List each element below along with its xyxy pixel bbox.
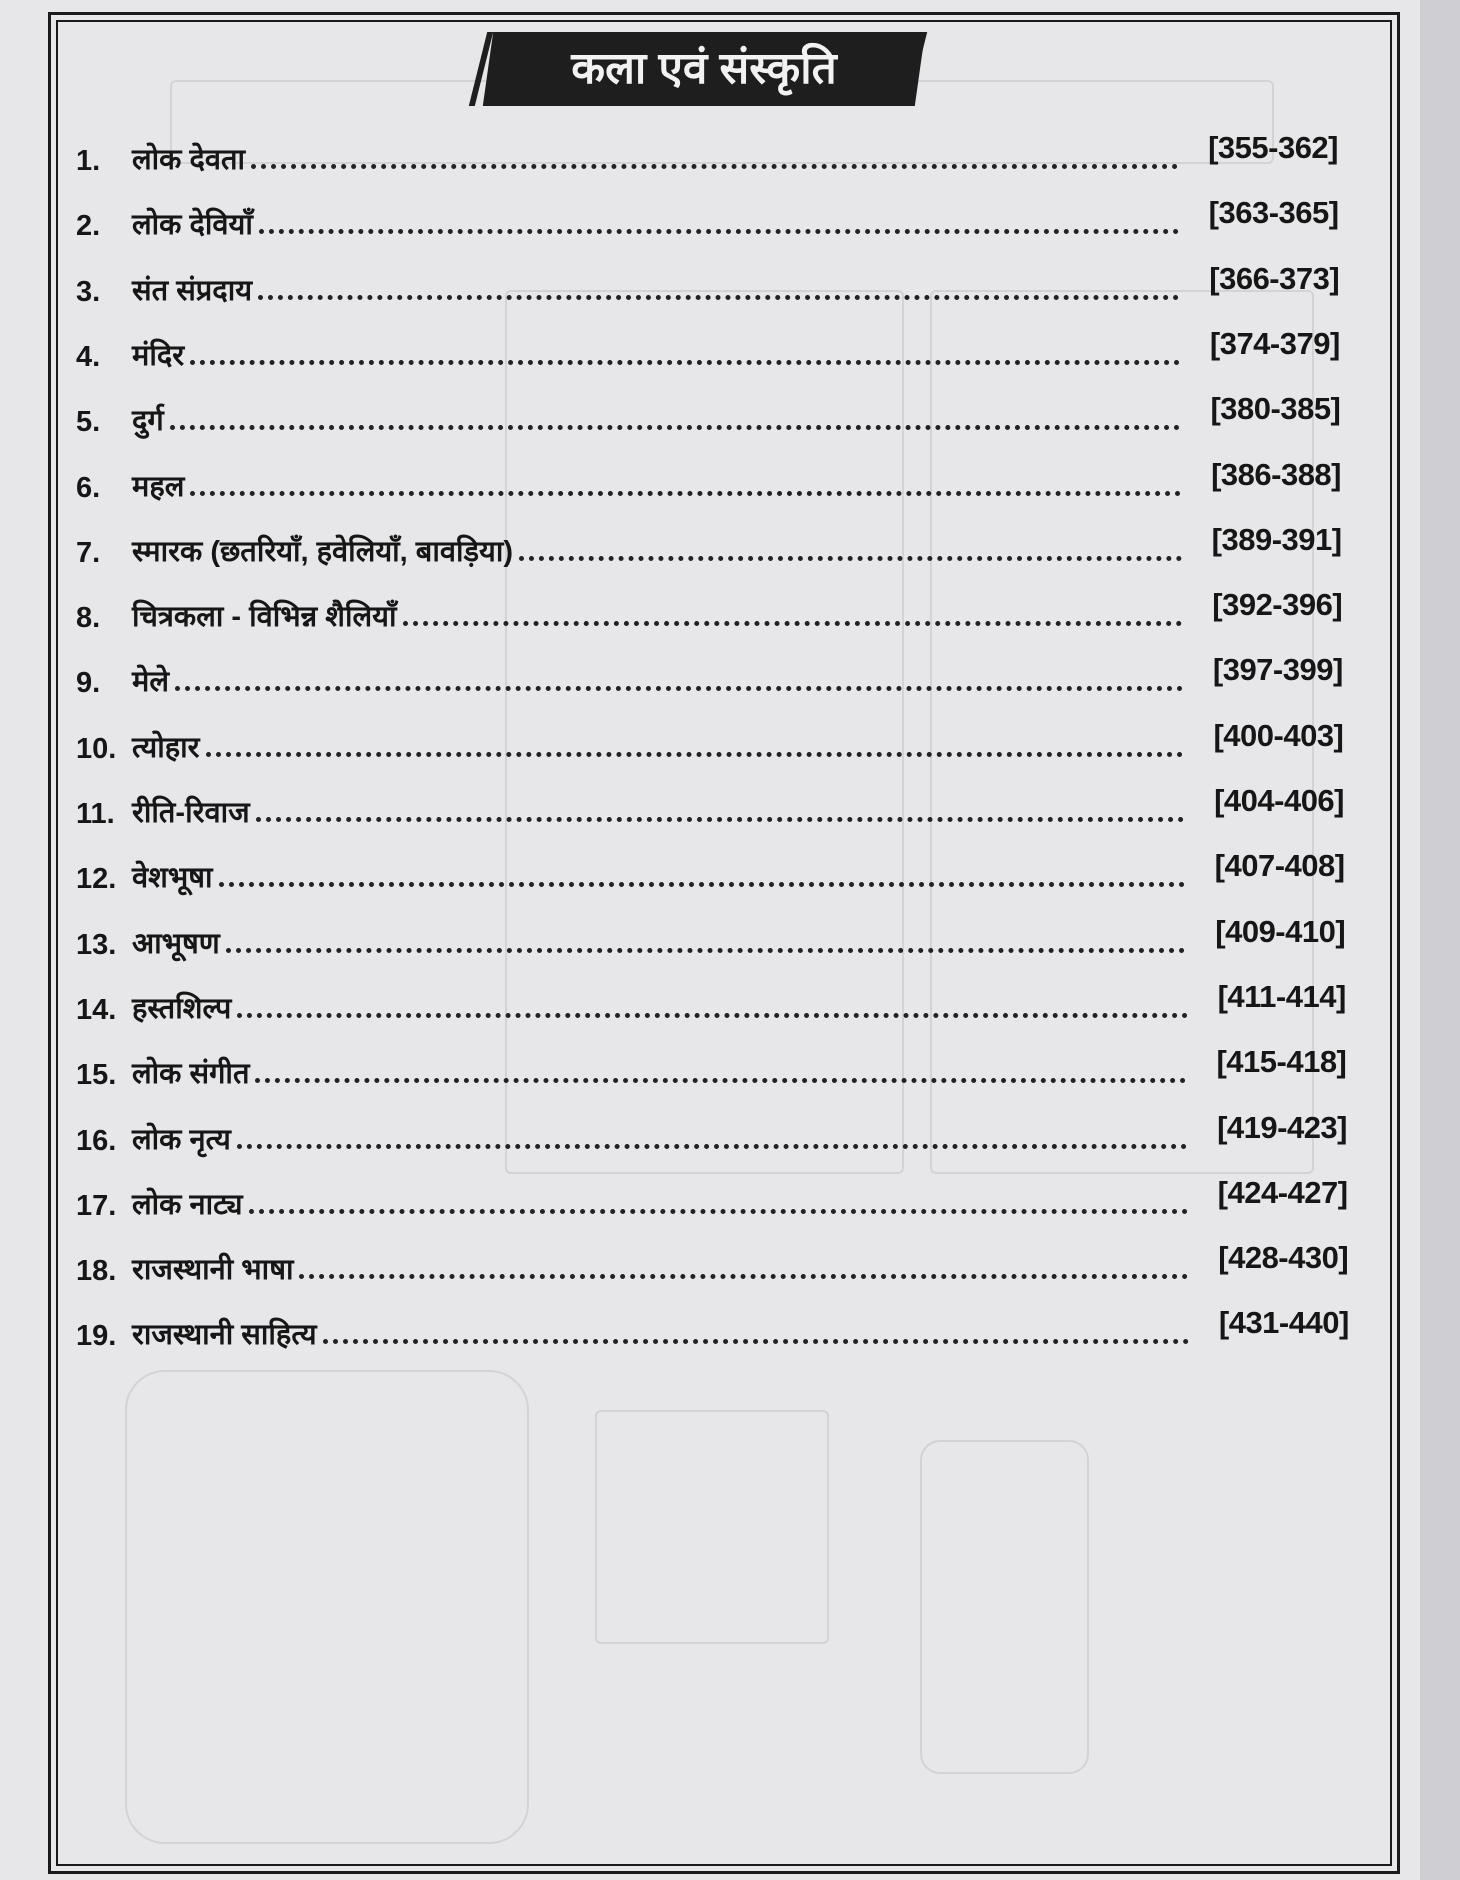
dot-leader (206, 752, 1184, 757)
toc-entry (76, 521, 1342, 570)
entry-number: 5. (76, 406, 101, 439)
entry-page-range: [380-385] (1210, 391, 1341, 427)
toc-entry (76, 1109, 1347, 1158)
entry-title: वेशभूषा (132, 862, 213, 895)
entry-number: 12. (76, 863, 117, 896)
dot-leader (170, 425, 1181, 430)
toc-entry (76, 717, 1344, 766)
dot-leader (175, 686, 1183, 691)
entry-title: मंदिर (132, 339, 185, 372)
entry-page-range: [409-410] (1215, 913, 1346, 949)
entry-page-range: [363-365] (1208, 195, 1339, 231)
dot-leader (255, 1078, 1186, 1083)
entry-title: मेले (132, 666, 170, 699)
toc-entry (76, 1240, 1349, 1288)
entry-number: 15. (76, 1059, 117, 1092)
toc-entry (76, 652, 1343, 700)
entry-number: 3. (76, 275, 101, 308)
toc-entry (76, 913, 1346, 962)
dot-leader (249, 1209, 1188, 1214)
entry-number: 17. (76, 1189, 117, 1222)
entry-number: 19. (76, 1320, 117, 1353)
entry-number: 18. (76, 1255, 117, 1288)
entry-page-range: [400-403] (1213, 717, 1344, 753)
dot-leader (190, 491, 1181, 496)
toc-entry (76, 978, 1346, 1027)
dot-leader (219, 882, 1185, 887)
entry-page-range: [397-399] (1212, 652, 1343, 688)
dot-leader (237, 1144, 1187, 1149)
entry-title: लोक नाट्य (132, 1188, 243, 1221)
dot-leader (237, 1013, 1187, 1018)
entry-page-range: [424-427] (1217, 1174, 1348, 1210)
entry-title: हस्तशिल्प (132, 992, 232, 1025)
dot-leader (299, 1274, 1188, 1279)
entry-title: लोक देवता (132, 144, 246, 176)
entry-number: 6. (76, 471, 101, 504)
entry-page-range: [366-373] (1209, 260, 1340, 296)
entry-page-range: [392-396] (1212, 587, 1343, 623)
entry-page-range: [415-418] (1216, 1044, 1347, 1080)
toc-entry (76, 195, 1339, 243)
dot-leader (403, 621, 1183, 626)
entry-number: 9. (76, 667, 101, 700)
entry-page-range: [428-430] (1218, 1240, 1349, 1276)
entry-title: राजस्थानी भाषा (132, 1254, 294, 1287)
entry-title: आभूषण (132, 927, 220, 960)
dot-leader (323, 1339, 1189, 1344)
entry-number: 7. (76, 536, 101, 569)
entry-number: 14. (76, 993, 117, 1026)
entry-number: 8. (76, 602, 101, 635)
toc-entry (76, 783, 1344, 831)
entry-page-range: [431-440] (1218, 1305, 1349, 1341)
entry-title: स्मारक (छतरियाँ, हवेलियाँ, बावड़िया) (132, 535, 514, 568)
entry-title: राजस्थानी साहित्य (132, 1319, 317, 1352)
toc-entry (76, 587, 1343, 635)
toc-entry (76, 130, 1338, 178)
toc-entry (76, 1174, 1348, 1223)
entry-page-range: [374-379] (1209, 325, 1340, 361)
dot-leader (259, 229, 1179, 234)
entry-number: 1. (76, 145, 101, 177)
entry-number: 11. (76, 798, 115, 830)
dot-leader (226, 948, 1186, 953)
entry-title: रीति-रिवाज (132, 797, 250, 829)
entry-page-range: [386-388] (1211, 456, 1341, 492)
toc-entry (76, 391, 1341, 439)
dot-leader (256, 817, 1184, 822)
entry-title: लोक देवियाँ (132, 209, 253, 242)
entry-title: लोक नृत्य (132, 1123, 231, 1156)
entry-number: 4. (76, 340, 101, 373)
toc-entry (76, 456, 1341, 505)
entry-page-range: [389-391] (1211, 521, 1342, 557)
entry-page-range: [355-362] (1208, 130, 1338, 165)
dot-leader (251, 164, 1178, 169)
entry-page-range: [419-423] (1217, 1109, 1347, 1145)
dot-leader (519, 556, 1182, 561)
entry-title: दुर्ग (132, 405, 164, 438)
dot-leader (190, 360, 1180, 365)
entry-number: 13. (76, 928, 117, 961)
toc-entry (76, 848, 1345, 896)
entry-title: चित्रकला - विभिन्न शैलियाँ (132, 601, 397, 634)
toc-entry (76, 1305, 1349, 1353)
entry-number: 2. (76, 210, 101, 243)
entry-page-range: [407-408] (1214, 848, 1345, 884)
section-heading: कला एवं संस्कृति (571, 44, 837, 93)
toc-entry (76, 325, 1340, 374)
dot-leader (258, 295, 1179, 300)
entry-title: महल (132, 470, 185, 503)
entry-page-range: [411-414] (1217, 978, 1346, 1014)
entry-title: त्योहार (132, 731, 200, 764)
toc-entry (76, 260, 1340, 309)
entry-number: 10. (76, 732, 117, 765)
entry-title: संत संप्रदाय (132, 274, 253, 307)
toc-entry (76, 1044, 1347, 1092)
page-edge (1420, 0, 1460, 1880)
entry-title: लोक संगीत (132, 1058, 250, 1091)
entry-page-range: [404-406] (1214, 783, 1344, 818)
entry-number: 16. (76, 1124, 117, 1157)
